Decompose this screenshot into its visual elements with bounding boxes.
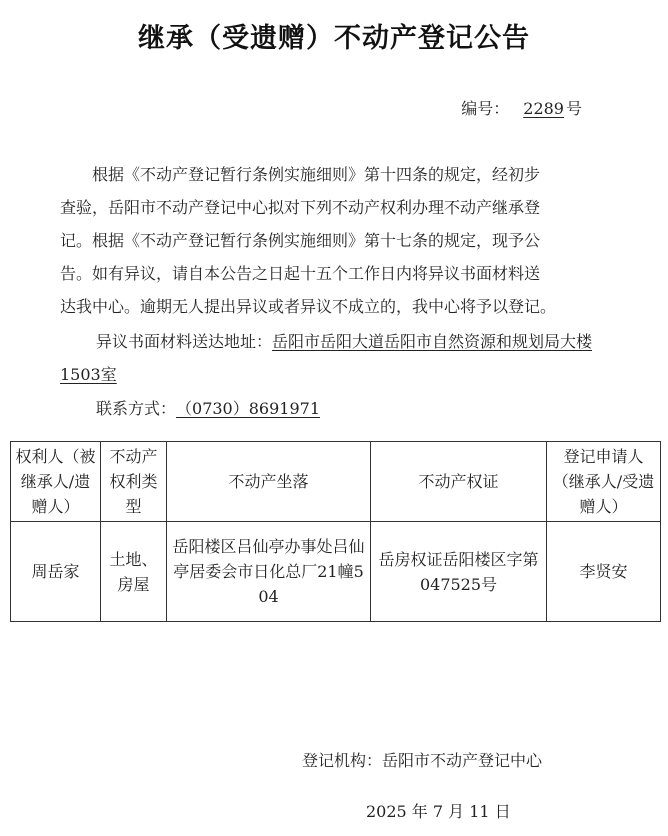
body-line: 查验，岳阳市不动产登记中心拟对下列不动产权利办理不动产继承登 — [60, 198, 541, 217]
registration-table — [10, 441, 661, 622]
cell-location: 岳阳楼区吕仙亭办事处吕仙亭居委会市日化总厂21幢504 — [167, 522, 371, 622]
serial-value: 2289 — [523, 99, 564, 118]
table-row — [11, 522, 661, 622]
notice-body — [60, 158, 612, 323]
serial-number — [461, 96, 582, 119]
notice-date: 2025 年 7 月 11 日 — [366, 802, 511, 821]
header-applicant: 登记申请人（继承人/受遗赠人） — [547, 442, 661, 522]
header-right-holder: 权利人（被继承人/遗赠人） — [11, 442, 101, 522]
contact-label: 联系方式： — [96, 399, 177, 418]
address-value: 岳阳市岳阳大道岳阳市自然资源和规划局大楼1503室 — [60, 332, 593, 384]
body-line: 记。根据《不动产登记暂行条例实施细则》第十七条的规定，现予公 — [60, 231, 541, 250]
table-header-row — [11, 442, 661, 522]
org-label: 登记机构： — [302, 751, 383, 770]
serial-label: 编号： — [461, 99, 510, 118]
cell-applicant: 李贤安 — [547, 522, 661, 622]
body-line: 达我中心。逾期无人提出异议或者异议不成立的，我中心将予以登记。 — [60, 297, 557, 316]
objection-address — [60, 325, 620, 391]
cell-right-type: 土地、房屋 — [101, 522, 167, 622]
registration-authority — [302, 748, 542, 771]
body-line: 根据《不动产登记暂行条例实施细则》第十四条的规定，经初步 — [60, 165, 541, 184]
header-location: 不动产坐落 — [167, 442, 371, 522]
notice-title: 继承（受遗赠）不动产登记公告 — [138, 23, 530, 54]
header-right-type: 不动产权利类型 — [101, 442, 167, 522]
contact-info — [96, 392, 326, 425]
contact-value: （0730）8691971 — [176, 399, 320, 418]
cell-certificate: 岳房权证岳阳楼区字第047525号 — [371, 522, 547, 622]
serial-suffix: 号 — [565, 99, 582, 118]
cell-right-holder: 周岳家 — [11, 522, 101, 622]
body-line: 告。如有异议，请自本公告之日起十五个工作日内将异议书面材料送 — [60, 264, 541, 283]
address-label: 异议书面材料送达地址： — [96, 332, 273, 351]
header-certificate: 不动产权证 — [371, 442, 547, 522]
org-name: 岳阳市不动产登记中心 — [382, 751, 543, 770]
